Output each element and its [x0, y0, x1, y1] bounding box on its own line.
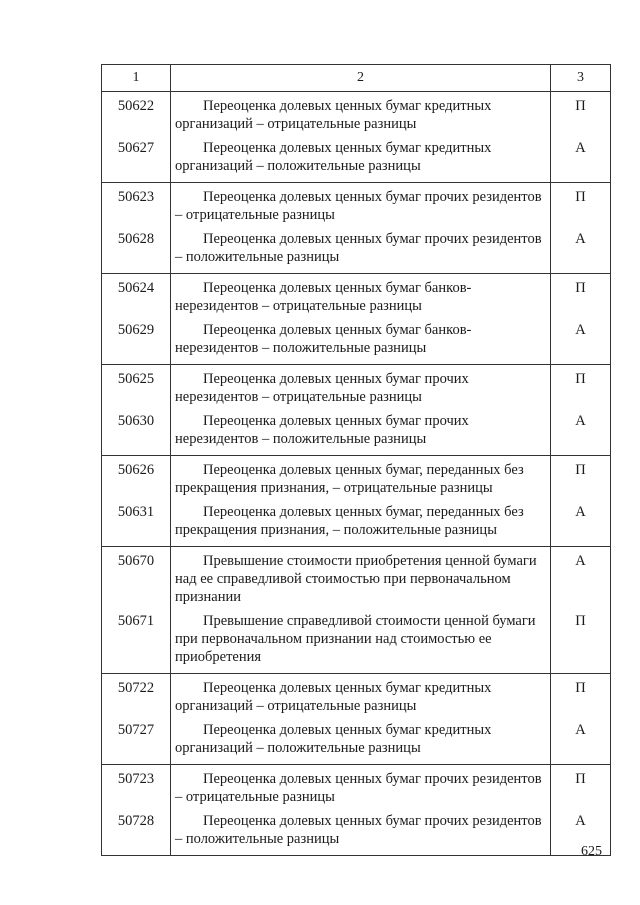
account-type-cell: П	[551, 456, 611, 498]
account-name-cell: Переоценка долевых ценных бумаг прочих резидентов – отрицательные разницы	[171, 183, 551, 225]
table-header	[102, 65, 611, 92]
account-name-cell: Переоценка долевых ценных бумаг банков-нерезидентов – положительные разницы	[171, 315, 551, 365]
account-name-cell: Переоценка долевых ценных бумаг прочих резидентов – положительные разницы	[171, 806, 551, 856]
account-name-cell: Переоценка долевых ценных бумаг прочих резидентов – положительные разницы	[171, 224, 551, 274]
account-type-cell: П	[551, 274, 611, 316]
account-type-cell: А	[551, 497, 611, 547]
table-row	[102, 806, 611, 856]
account-number-cell: 50727	[102, 715, 171, 765]
account-number-cell: 50723	[102, 765, 171, 807]
account-type-cell: П	[551, 365, 611, 407]
table-row	[102, 315, 611, 365]
account-name-cell: Превышение справедливой стоимости ценной бумаги при первоначальном признании над стоимостью ее приобретения	[171, 606, 551, 674]
account-number-cell: 50722	[102, 674, 171, 716]
account-name-cell: Переоценка долевых ценных бумаг кредитных организаций – положительные разницы	[171, 133, 551, 183]
account-type-cell: П	[551, 92, 611, 134]
account-number-cell: 50625	[102, 365, 171, 407]
table-row	[102, 365, 611, 407]
header-row	[102, 65, 611, 92]
account-number-cell: 50630	[102, 406, 171, 456]
account-name-cell: Превышение стоимости приобретения ценной бумаги над ее справедливой стоимостью при первоначальном признании	[171, 547, 551, 607]
account-type-cell: А	[551, 406, 611, 456]
account-name-cell: Переоценка долевых ценных бумаг кредитных организаций – отрицательные разницы	[171, 674, 551, 716]
table-row	[102, 224, 611, 274]
table-row	[102, 133, 611, 183]
table-row	[102, 606, 611, 674]
column-header-account-number: 1	[102, 65, 171, 92]
account-name-cell: Переоценка долевых ценных бумаг прочих резидентов – отрицательные разницы	[171, 765, 551, 807]
page-number: 625	[581, 844, 602, 859]
account-number-cell: 50626	[102, 456, 171, 498]
table-row	[102, 92, 611, 134]
table-row	[102, 547, 611, 607]
account-type-cell: А	[551, 133, 611, 183]
table-row	[102, 674, 611, 716]
account-name-cell: Переоценка долевых ценных бумаг, переданных без прекращения признания, – положительные разницы	[171, 497, 551, 547]
account-type-cell: П	[551, 183, 611, 225]
table-row	[102, 715, 611, 765]
account-number-cell: 50671	[102, 606, 171, 674]
account-number-cell: 50624	[102, 274, 171, 316]
account-name-cell: Переоценка долевых ценных бумаг, переданных без прекращения признания, – отрицательные разницы	[171, 456, 551, 498]
account-number-cell: 50628	[102, 224, 171, 274]
table-row	[102, 183, 611, 225]
account-name-cell: Переоценка долевых ценных бумаг прочих нерезидентов – положительные разницы	[171, 406, 551, 456]
account-number-cell: 50670	[102, 547, 171, 607]
table-body	[102, 92, 611, 856]
table-row	[102, 274, 611, 316]
account-number-cell: 50631	[102, 497, 171, 547]
account-number-cell: 50627	[102, 133, 171, 183]
account-type-cell: П	[551, 765, 611, 807]
account-type-cell: А	[551, 224, 611, 274]
account-name-cell: Переоценка долевых ценных бумаг кредитных организаций – отрицательные разницы	[171, 92, 551, 134]
account-number-cell: 50622	[102, 92, 171, 134]
account-name-cell: Переоценка долевых ценных бумаг банков-нерезидентов – отрицательные разницы	[171, 274, 551, 316]
account-type-cell: П	[551, 606, 611, 674]
table-row	[102, 765, 611, 807]
account-number-cell: 50728	[102, 806, 171, 856]
table-row	[102, 497, 611, 547]
accounts-table	[101, 64, 611, 856]
account-type-cell: А	[551, 315, 611, 365]
table-row	[102, 456, 611, 498]
table-row	[102, 406, 611, 456]
column-header-account-type: 3	[551, 65, 611, 92]
account-type-cell: П	[551, 674, 611, 716]
account-type-cell: А	[551, 806, 611, 856]
account-number-cell: 50629	[102, 315, 171, 365]
account-type-cell: А	[551, 715, 611, 765]
account-number-cell: 50623	[102, 183, 171, 225]
account-name-cell: Переоценка долевых ценных бумаг кредитных организаций – положительные разницы	[171, 715, 551, 765]
account-type-cell: А	[551, 547, 611, 607]
account-name-cell: Переоценка долевых ценных бумаг прочих нерезидентов – отрицательные разницы	[171, 365, 551, 407]
column-header-account-name: 2	[171, 65, 551, 92]
